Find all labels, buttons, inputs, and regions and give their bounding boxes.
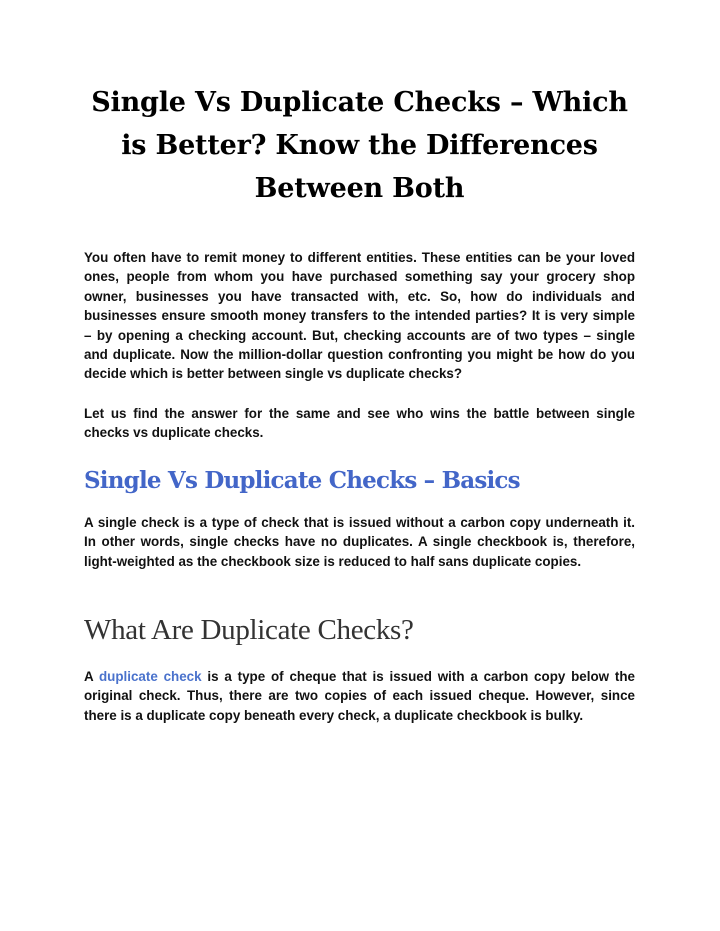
duplicate-check-link[interactable]: duplicate check (99, 669, 202, 684)
section-heading-duplicate-checks: What Are Duplicate Checks? (84, 614, 414, 646)
second-paragraph: Let us find the answer for the same and see who wins the battle between single checks vs duplicate checks. (84, 406, 635, 441)
body-suffix-text: is a type of cheque that is issued with a carbon copy below the original check. Thus, there are two copies of each issued cheque. However, since there is a duplicate copy beneath every check, a duplicate checkbook is bulky. (84, 669, 635, 723)
document-title: Single Vs Duplicate Checks – Which is Better? Know the Differences Between Both (91, 87, 628, 204)
section-body-duplicate-checks (84, 667, 635, 725)
section-body-basics: A single check is a type of check that is issued without a carbon copy underneath it. In other words, single checks have no duplicates. A single checkbook is, therefore, light-weighted as the checkbook size is reduced to half sans duplicate copies. (84, 515, 635, 569)
intro-paragraph: You often have to remit money to different entities. These entities can be your loved ones, people from whom you have purchased something say your grocery shop owner, businesses you have transacted with, etc. So, how do individuals and businesses ensure smooth money transfers to the intended parties? It is very simple – by opening a checking account. But, checking accounts are of two types – single and duplicate. Now the million-dollar question confronting you might be how do you decide which is better between single vs duplicate checks? (84, 250, 635, 382)
section-heading-basics: Single Vs Duplicate Checks – Basics (84, 467, 520, 494)
body-prefix-text: A (84, 669, 99, 684)
